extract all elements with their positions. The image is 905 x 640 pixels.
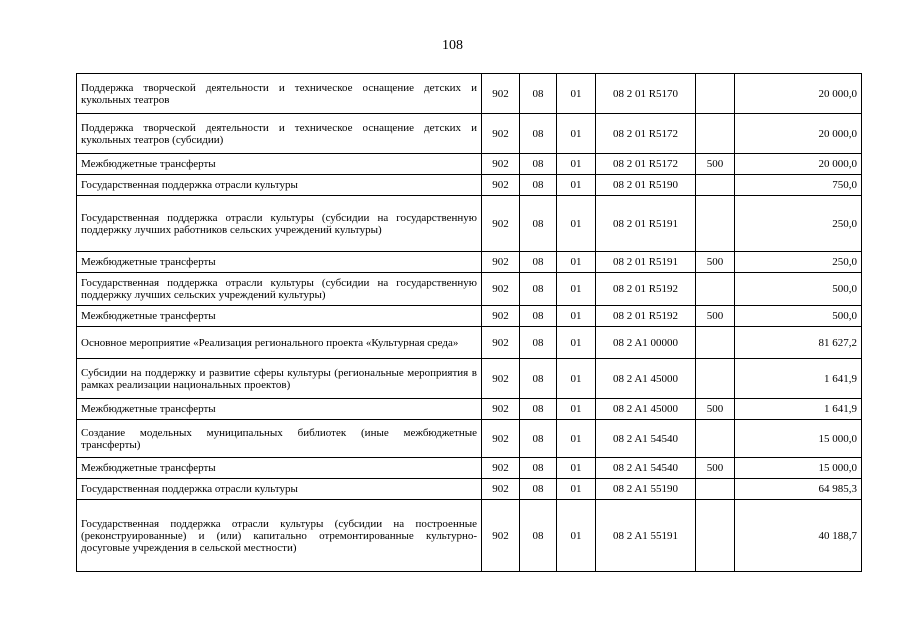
row-amount: 1 641,9 — [735, 399, 862, 420]
row-type — [696, 420, 735, 458]
row-type: 500 — [696, 252, 735, 273]
row-name: Основное мероприятие «Реализация регионального проекта «Культурная среда» — [77, 327, 482, 359]
row-type — [696, 500, 735, 572]
row-type — [696, 479, 735, 500]
row-amount: 64 985,3 — [735, 479, 862, 500]
row-amount: 81 627,2 — [735, 327, 862, 359]
table-row — [77, 74, 862, 114]
row-amount: 20 000,0 — [735, 74, 862, 114]
table-row — [77, 500, 862, 572]
row-name: Создание модельных муниципальных библиотек (иные межбюджетные трансферты) — [77, 420, 482, 458]
row-type — [696, 74, 735, 114]
row-code: 08 2 01 R5191 — [596, 196, 696, 252]
row-code: 08 2 A1 00000 — [596, 327, 696, 359]
row-name: Поддержка творческой деятельности и техническое оснащение детских и кукольных театров (субсидии) — [77, 114, 482, 154]
row-section: 08 — [520, 359, 557, 399]
row-name: Межбюджетные трансферты — [77, 154, 482, 175]
row-code: 08 2 A1 54540 — [596, 420, 696, 458]
row-ministry: 902 — [482, 458, 520, 479]
row-name: Государственная поддержка отрасли культуры — [77, 479, 482, 500]
row-type — [696, 273, 735, 306]
table-row — [77, 399, 862, 420]
row-type: 500 — [696, 458, 735, 479]
row-ministry: 902 — [482, 420, 520, 458]
row-ministry: 902 — [482, 306, 520, 327]
row-code: 08 2 01 R5191 — [596, 252, 696, 273]
row-type — [696, 359, 735, 399]
row-amount: 40 188,7 — [735, 500, 862, 572]
row-subsection: 01 — [557, 420, 596, 458]
row-subsection: 01 — [557, 252, 596, 273]
row-ministry: 902 — [482, 252, 520, 273]
budget-table-body — [77, 74, 862, 572]
row-ministry: 902 — [482, 327, 520, 359]
row-amount: 750,0 — [735, 175, 862, 196]
row-type — [696, 114, 735, 154]
row-code: 08 2 01 R5172 — [596, 154, 696, 175]
row-type — [696, 175, 735, 196]
row-section: 08 — [520, 420, 557, 458]
row-code: 08 2 01 R5190 — [596, 175, 696, 196]
row-section: 08 — [520, 479, 557, 500]
row-section: 08 — [520, 327, 557, 359]
row-subsection: 01 — [557, 500, 596, 572]
row-section: 08 — [520, 175, 557, 196]
table-row — [77, 175, 862, 196]
row-code: 08 2 01 R5192 — [596, 273, 696, 306]
row-ministry: 902 — [482, 479, 520, 500]
row-section: 08 — [520, 306, 557, 327]
row-subsection: 01 — [557, 458, 596, 479]
table-row — [77, 458, 862, 479]
table-row — [77, 252, 862, 273]
row-amount: 20 000,0 — [735, 154, 862, 175]
row-subsection: 01 — [557, 479, 596, 500]
row-name: Межбюджетные трансферты — [77, 399, 482, 420]
row-subsection: 01 — [557, 196, 596, 252]
row-code: 08 2 A1 45000 — [596, 399, 696, 420]
table-row — [77, 273, 862, 306]
row-name: Субсидии на поддержку и развитие сферы культуры (региональные мероприятия в рамках реализации национальных проектов) — [77, 359, 482, 399]
row-code: 08 2 01 R5172 — [596, 114, 696, 154]
row-subsection: 01 — [557, 359, 596, 399]
row-name: Межбюджетные трансферты — [77, 306, 482, 327]
row-ministry: 902 — [482, 196, 520, 252]
row-amount: 250,0 — [735, 252, 862, 273]
row-section: 08 — [520, 154, 557, 175]
row-amount: 15 000,0 — [735, 420, 862, 458]
row-ministry: 902 — [482, 359, 520, 399]
row-name: Государственная поддержка отрасли культуры (субсидии на государственную поддержку лучших сельских учреждений культуры) — [77, 273, 482, 306]
row-code: 08 2 A1 54540 — [596, 458, 696, 479]
row-name: Государственная поддержка отрасли культуры — [77, 175, 482, 196]
row-ministry: 902 — [482, 175, 520, 196]
row-type: 500 — [696, 306, 735, 327]
row-subsection: 01 — [557, 154, 596, 175]
row-type: 500 — [696, 154, 735, 175]
row-ministry: 902 — [482, 273, 520, 306]
row-type — [696, 327, 735, 359]
row-name: Государственная поддержка отрасли культуры (субсидии на государственную поддержку лучших работников сельских учреждений культуры) — [77, 196, 482, 252]
row-section: 08 — [520, 273, 557, 306]
row-section: 08 — [520, 114, 557, 154]
row-ministry: 902 — [482, 399, 520, 420]
row-amount: 20 000,0 — [735, 114, 862, 154]
row-subsection: 01 — [557, 273, 596, 306]
row-section: 08 — [520, 399, 557, 420]
row-type: 500 — [696, 399, 735, 420]
table-row — [77, 196, 862, 252]
table-row — [77, 154, 862, 175]
row-type — [696, 196, 735, 252]
row-amount: 15 000,0 — [735, 458, 862, 479]
row-subsection: 01 — [557, 327, 596, 359]
table-row — [77, 359, 862, 399]
row-subsection: 01 — [557, 74, 596, 114]
table-row — [77, 420, 862, 458]
row-subsection: 01 — [557, 175, 596, 196]
row-subsection: 01 — [557, 114, 596, 154]
row-code: 08 2 01 R5170 — [596, 74, 696, 114]
row-amount: 500,0 — [735, 306, 862, 327]
row-name: Межбюджетные трансферты — [77, 252, 482, 273]
row-name: Межбюджетные трансферты — [77, 458, 482, 479]
table-row — [77, 114, 862, 154]
row-code: 08 2 A1 55190 — [596, 479, 696, 500]
row-subsection: 01 — [557, 399, 596, 420]
row-section: 08 — [520, 74, 557, 114]
row-code: 08 2 A1 55191 — [596, 500, 696, 572]
row-amount: 1 641,9 — [735, 359, 862, 399]
row-name: Поддержка творческой деятельности и техническое оснащение детских и кукольных театров — [77, 74, 482, 114]
row-section: 08 — [520, 500, 557, 572]
budget-table — [76, 73, 862, 572]
table-row — [77, 306, 862, 327]
row-ministry: 902 — [482, 500, 520, 572]
row-section: 08 — [520, 252, 557, 273]
table-row — [77, 327, 862, 359]
row-ministry: 902 — [482, 74, 520, 114]
page-number: 108 — [442, 38, 463, 53]
row-section: 08 — [520, 458, 557, 479]
row-code: 08 2 A1 45000 — [596, 359, 696, 399]
row-amount: 500,0 — [735, 273, 862, 306]
row-ministry: 902 — [482, 114, 520, 154]
row-code: 08 2 01 R5192 — [596, 306, 696, 327]
row-name: Государственная поддержка отрасли культуры (субсидии на построенные (реконструированные) и (или) капитально отремонтированные культурно-досуговые учреждения в сельской местности) — [77, 500, 482, 572]
row-amount: 250,0 — [735, 196, 862, 252]
table-row — [77, 479, 862, 500]
row-subsection: 01 — [557, 306, 596, 327]
row-section: 08 — [520, 196, 557, 252]
row-ministry: 902 — [482, 154, 520, 175]
